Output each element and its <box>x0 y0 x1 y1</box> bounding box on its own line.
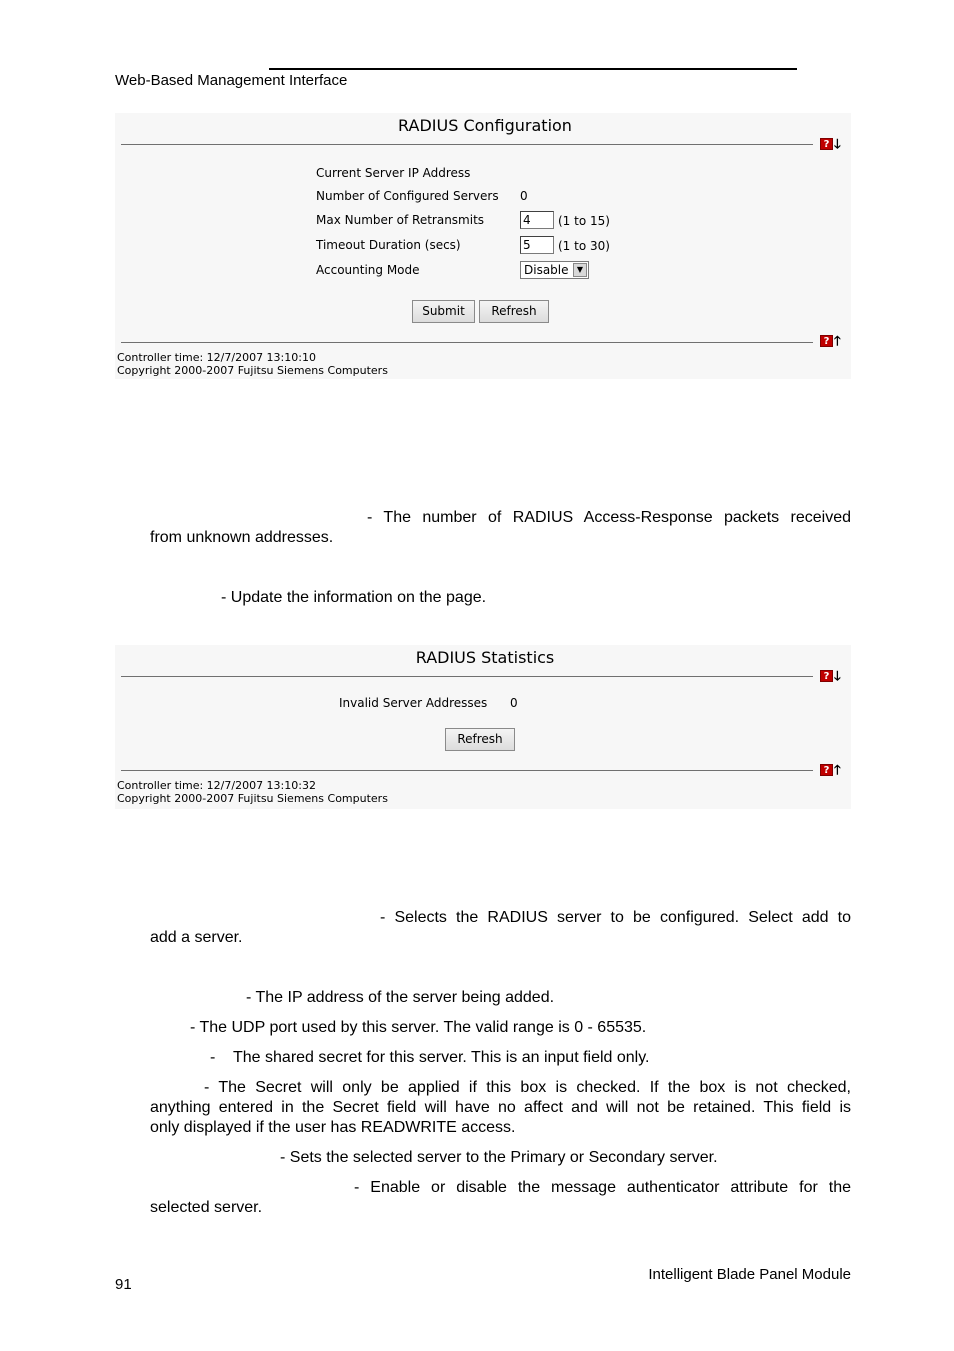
radius-configuration-title: RADIUS Configuration <box>398 116 572 135</box>
ip-address-description: - The IP address of the server being added. <box>246 989 555 1006</box>
chevron-down-icon[interactable]: ▼ <box>573 263 587 277</box>
arrow-down-icon[interactable]: 🡓 <box>834 137 841 152</box>
field-label-max-retransmits: Max Number of Retransmits <box>316 213 485 227</box>
field-label-current-server-ip: Current Server IP Address <box>316 166 471 180</box>
secret-dash: - <box>210 1049 216 1066</box>
apply-line2: anything entered in the Secret field will have no affect and will not be retained. This field is <box>150 1099 851 1116</box>
help-icon[interactable]: ? <box>820 335 833 347</box>
bottom-divider <box>121 342 813 343</box>
server-select-line2: add a server. <box>150 929 243 946</box>
apply-line1: - The Secret will only be applied if this box is checked. If the box is not checked, <box>204 1079 851 1096</box>
refresh-button[interactable]: Refresh <box>479 300 549 323</box>
invalid-addresses-desc-line1: - The number of RADIUS Access-Response packets received <box>367 509 851 526</box>
accounting-mode-select[interactable] <box>520 261 589 279</box>
arrow-up-icon[interactable]: 🡑 <box>834 763 841 778</box>
timeout-duration-input[interactable]: 5 <box>520 236 554 254</box>
copyright: Copyright 2000-2007 Fujitsu Siemens Computers <box>117 792 388 805</box>
msg-auth-line1: - Enable or disable the message authenticator attribute for the <box>354 1179 851 1196</box>
refresh-button[interactable]: Refresh <box>445 728 515 751</box>
top-divider <box>121 144 813 145</box>
port-description: - The UDP port used by this server. The valid range is 0 - 65535. <box>190 1019 647 1036</box>
top-divider <box>121 676 813 677</box>
invalid-server-addresses-value: 0 <box>510 696 518 710</box>
max-retransmits-input[interactable]: 4 <box>520 211 554 229</box>
arrow-down-icon[interactable]: 🡓 <box>834 669 841 684</box>
help-icon[interactable]: ? <box>820 138 833 150</box>
server-select-line1: - Selects the RADIUS server to be configured. Select add to <box>380 909 851 926</box>
copyright: Copyright 2000-2007 Fujitsu Siemens Computers <box>117 364 388 377</box>
controller-time: Controller time: 12/7/2007 13:10:10 <box>117 351 316 364</box>
apply-description <box>150 1078 851 1138</box>
invalid-addresses-description <box>150 508 851 548</box>
header-title: Web-Based Management Interface <box>115 72 348 89</box>
radius-statistics-panel <box>115 645 851 809</box>
accounting-mode-value: Disable <box>524 263 569 277</box>
header-rule <box>269 68 797 70</box>
radius-configuration-panel <box>115 113 851 379</box>
page-number: 91 <box>115 1276 132 1293</box>
field-label-accounting-mode: Accounting Mode <box>316 263 420 277</box>
field-label-configured-servers: Number of Configured Servers <box>316 189 499 203</box>
max-retransmits-range: (1 to 15) <box>558 214 610 228</box>
controller-time: Controller time: 12/7/2007 13:10:32 <box>117 779 316 792</box>
help-icon[interactable]: ? <box>820 764 833 776</box>
msg-auth-line2: selected server. <box>150 1199 263 1216</box>
invalid-addresses-desc-line2: from unknown addresses. <box>150 529 334 546</box>
radius-statistics-title: RADIUS Statistics <box>415 648 555 667</box>
help-icon[interactable]: ? <box>820 670 833 682</box>
apply-line3: only displayed if the user has READWRITE access. <box>150 1119 516 1136</box>
configured-servers-value: 0 <box>520 189 528 203</box>
timeout-duration-range: (1 to 30) <box>558 239 610 253</box>
arrow-up-icon[interactable]: 🡑 <box>834 334 841 349</box>
refresh-description: - Update the information on the page. <box>221 589 487 606</box>
server-select-description <box>150 908 851 948</box>
submit-button[interactable]: Submit <box>412 300 475 323</box>
field-label-timeout-duration: Timeout Duration (secs) <box>316 238 461 252</box>
primary-description: - Sets the selected server to the Primary or Secondary server. <box>280 1149 718 1166</box>
message-authenticator-description <box>150 1178 851 1218</box>
footer-title: Intelligent Blade Panel Module <box>648 1266 851 1283</box>
field-label-invalid-server-addresses: Invalid Server Addresses <box>339 696 488 710</box>
secret-description: The shared secret for this server. This is an input field only. <box>233 1049 650 1066</box>
bottom-divider <box>121 770 813 771</box>
